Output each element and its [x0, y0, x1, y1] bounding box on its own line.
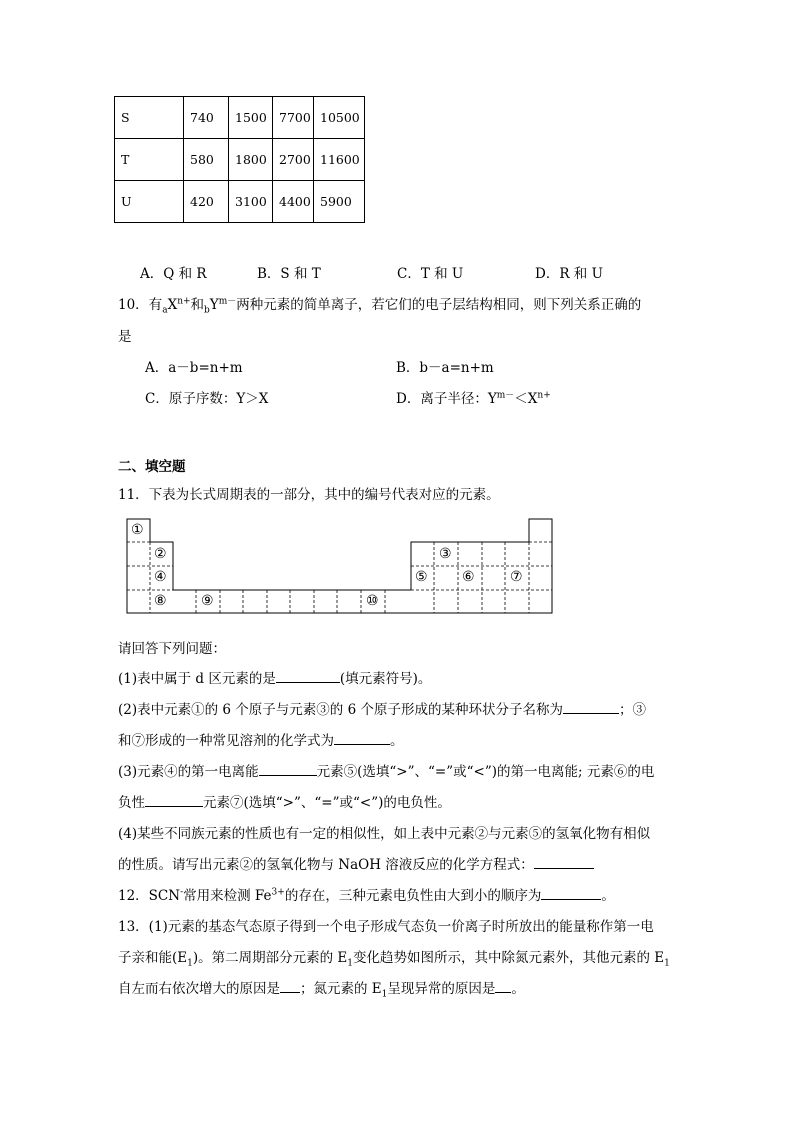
- element-marker-1: ①: [131, 522, 144, 538]
- q13-line2: 子亲和能$(E_1)$。第二周期部分元素的 $E_1$变化趋势如图所示，其中除氮元素外，其他元素的 $E_1$: [118, 950, 670, 969]
- table-cell: T: [115, 139, 184, 181]
- q9-option-a: A．Q 和 R: [140, 266, 207, 282]
- q10-option-d: D．离子半径：$Y^{m-}<X^{n+}$: [396, 390, 551, 407]
- q9-option-c: C．T 和 U: [397, 266, 464, 282]
- answer-blank[interactable]: [495, 978, 511, 993]
- section-title: 二、填空题: [118, 459, 186, 475]
- element-marker-5: ⑤: [415, 569, 428, 585]
- table-cell: 11600: [314, 139, 365, 181]
- q13-line1: 13．(1)元素的基态气态原子得到一个电子形成气态负一价离子时所放出的能量称作第一电: [118, 919, 654, 935]
- q9-option-d: D．R 和 U: [535, 266, 603, 282]
- q11-part4-line1: (4)某些不同族元素的性质也有一定的相似性，如上表中元素②与元素⑤的氢氧化物有相似: [118, 826, 651, 842]
- q11-part3-line2: 负性 元素⑦(选填“>”、“=”或“<”)的电负性。: [118, 791, 451, 811]
- q11-prompt: 请回答下列问题：: [118, 641, 226, 657]
- table-cell: 1800: [229, 139, 273, 181]
- q11-part3-line1: (3)元素④的第一电离能 元素⑤(选填“>”、“=”或“<”)的第一电离能; 元素⑥的电: [118, 760, 654, 780]
- table-cell: 10500: [314, 97, 365, 139]
- element-marker-4: ④: [154, 569, 167, 585]
- table-cell: 4400: [273, 181, 314, 223]
- q11-part1: (1)表中属于 d 区元素的是 (填元素符号)。: [118, 667, 431, 687]
- answer-blank[interactable]: [534, 854, 594, 869]
- table-cell: S: [115, 97, 184, 139]
- table-cell: 740: [184, 97, 229, 139]
- q11-stem: 11．下表为长式周期表的一部分，其中的编号代表对应的元素。: [118, 487, 500, 503]
- table-row: [115, 181, 365, 223]
- element-marker-10: ⑩: [366, 593, 379, 609]
- element-marker-2: ②: [154, 546, 167, 562]
- answer-blank[interactable]: [276, 668, 340, 683]
- table-row: [115, 97, 365, 139]
- ionization-energy-table: [114, 96, 365, 223]
- table-cell: 5900: [314, 181, 365, 223]
- q10-stem: 10．有$_aX^{n+}$和$_bY^{m-}$两种元素的简单离子，若它们的电子层结构相同，则下列关系正确的: [118, 296, 642, 316]
- q11-part2-line1: (2)表中元素①的 6 个原子与元素③的 6 个原子形成的某种环状分子名称为 ；③: [118, 698, 646, 718]
- q10-option-c: C．原子序数：Y＞X: [145, 391, 269, 407]
- q11-part2-line2: 和⑦形成的一种常见溶剂的化学式为 。: [118, 729, 404, 749]
- table-cell: 2700: [273, 139, 314, 181]
- table-cell: U: [115, 181, 184, 223]
- element-marker-7: ⑦: [510, 569, 523, 585]
- answer-blank[interactable]: [541, 885, 601, 900]
- element-marker-8: ⑧: [154, 593, 167, 609]
- q10-stem-line2: 是: [118, 329, 132, 345]
- element-marker-3: ③: [439, 546, 452, 562]
- answer-blank[interactable]: [280, 978, 300, 993]
- q10-option-b: B．b－a=n+m: [396, 360, 494, 376]
- table-cell: 3100: [229, 181, 273, 223]
- answer-blank[interactable]: [334, 730, 390, 745]
- q12: 12．SCN-常用来检测 $Fe^{3+}$的存在，三种元素电负性由大到小的顺序为 。: [118, 884, 615, 904]
- table-cell: 7700: [273, 97, 314, 139]
- q10-option-a: A．a－b=n+m: [145, 360, 243, 376]
- answer-blank[interactable]: [563, 699, 619, 714]
- table-cell: 580: [184, 139, 229, 181]
- element-marker-6: ⑥: [462, 569, 475, 585]
- table-cell: 420: [184, 181, 229, 223]
- q11-part4-line2: 的性质。请写出元素②的氢氧化物与 NaOH 溶液反应的化学方程式：: [118, 853, 594, 873]
- answer-blank[interactable]: [145, 792, 203, 807]
- q13-line3: 自左而右依次增大的原因是 ；氮元素的 $E_1$呈现异常的原因是 。: [118, 977, 525, 1000]
- table-row: [115, 139, 365, 181]
- element-marker-9: ⑨: [201, 593, 214, 609]
- q9-option-b: B．S 和 T: [257, 266, 321, 282]
- answer-blank[interactable]: [259, 761, 317, 776]
- table-cell: 1500: [229, 97, 273, 139]
